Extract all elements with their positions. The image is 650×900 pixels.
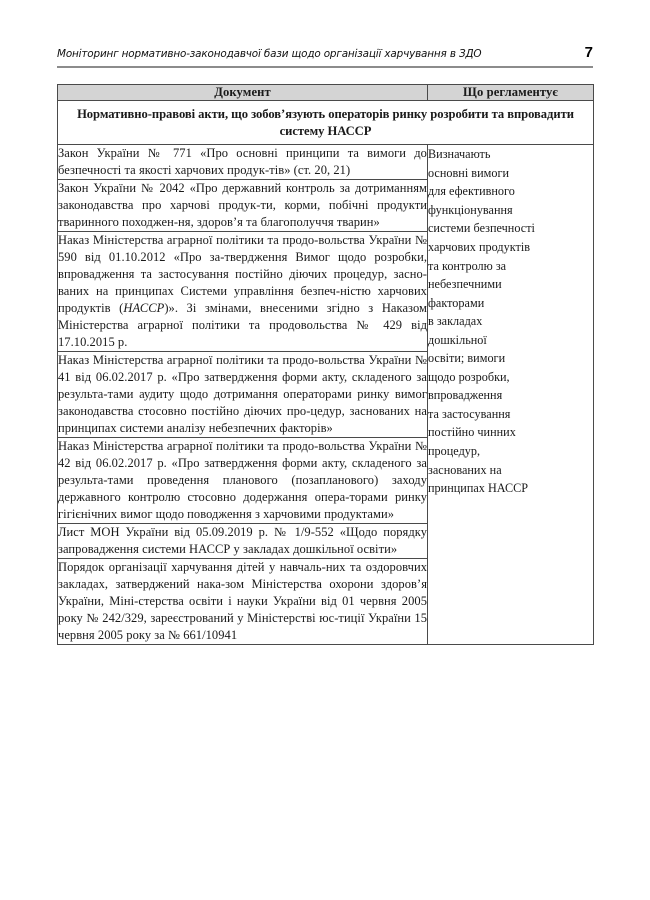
regulates-line: харчових продуктів (428, 239, 531, 254)
regulates-line: процедур, (428, 443, 481, 458)
table-row (58, 145, 594, 180)
regulates-line: небезпечними (428, 277, 502, 292)
column-header-regulates: Що регламентує (428, 85, 594, 101)
regulates-line: та застосування (428, 406, 511, 421)
table-body (58, 101, 594, 645)
regulates-line: та контролю за (428, 258, 507, 273)
regulates-line: в закладах (428, 314, 483, 329)
regulates-line: функціонування (428, 202, 513, 217)
running-head-rule (57, 66, 593, 68)
document-cell: Наказ Міністерства аграрної політики та продо-вольства України № 41 від 06.02.2017 р. «Про затвердження форми акту, складеного за результа-тами аудиту щодо дотримання операторами ринку вимог законодавства стосовно постійно діючих про-цедур, заснованих на принципах системи аналізу небезпечних факторів» (58, 352, 428, 438)
regulates-line: факторами (428, 295, 485, 310)
regulates-cell (428, 145, 594, 645)
document-cell: Порядок організації харчування дітей у навчаль-них та оздоровчих закладах, затверджений нака-зом Міністерства охорони здоров’я України, Міні-стерства освіти і науки України від 01 червня 2005 року № 242/329, зареєстрований у Міністерстві юс-тиції України 15 червня 2005 року за № 661/10941 (58, 559, 428, 645)
document-cell: Наказ Міністерства аграрної політики та продо-вольства України № 42 від 06.02.2017 р. «Про затвердження форми акту, складеного за результа-тами проведення планового (позапланового) заходу державного контролю стосовно додержання опера-торами ринку гігієнічних вимог щодо поводження з харчовими продуктами» (58, 438, 428, 524)
document-cell: Лист МОН України від 05.09.2019 р. № 1/9-552 «Щодо порядку запровадження системи НАССР у закладах дошкільної освіти» (58, 524, 428, 559)
document-cell: Закон України № 2042 «Про державний контроль за дотриманням законодавства про харчові продук-ти, корми, побічні продукти тваринного походжен-ня, здоров’я та благополуччя тварин» (58, 180, 428, 232)
document-text-post: )». Зі змінами, внесеними згідно з Наказом Міністерства аграрної політики та продовольства № 429 від 17.10.2015 р. (58, 301, 427, 350)
document-text-pre: Наказ Міністерства аграрної політики та продо-вольства України № 590 від 01.10.2012 «Про за-твердження Вимог щодо розробки, впровадження та застосування постійно діючих процедур, засно-ваних на принципах Системи управління безпеч-ністю харчових продуктів ( (58, 233, 427, 316)
document-cell (58, 232, 428, 352)
regulates-line: основні вимоги (428, 165, 510, 180)
table-head (58, 85, 594, 101)
regulates-line: постійно чинних (428, 425, 516, 440)
regulates-line: принципах НАССР (428, 481, 529, 496)
section-title-cell: Нормативно-правові акти, що зобов’язують операторів ринку розробити та впровадити систему НАССР (58, 101, 594, 145)
regulates-line: для ефективного (428, 184, 515, 199)
document-text-italic: НАССР (123, 301, 165, 316)
regulations-table (57, 84, 594, 645)
table-header-row (58, 85, 594, 101)
regulates-line: щодо розробки, (428, 369, 510, 384)
regulates-line: дошкільної (428, 332, 487, 347)
regulates-line: системи безпечності (428, 221, 535, 236)
document-cell: Закон України № 771 «Про основні принципи та вимоги до безпечності та якості харчових продук-тів» (ст. 20, 21) (58, 145, 428, 180)
page-number: 7 (584, 44, 593, 61)
regulates-line: освіти; вимоги (428, 351, 506, 366)
running-head (57, 44, 593, 61)
regulates-line: впровадження (428, 388, 503, 403)
running-head-title: Моніторинг нормативно-законодавчої бази щодо організації харчування в ЗДО (57, 48, 482, 60)
regulates-line: заснованих на (428, 462, 502, 477)
table-section-title-row (58, 101, 594, 145)
regulates-line: Визначають (428, 147, 491, 162)
column-header-document: Документ (58, 85, 428, 101)
